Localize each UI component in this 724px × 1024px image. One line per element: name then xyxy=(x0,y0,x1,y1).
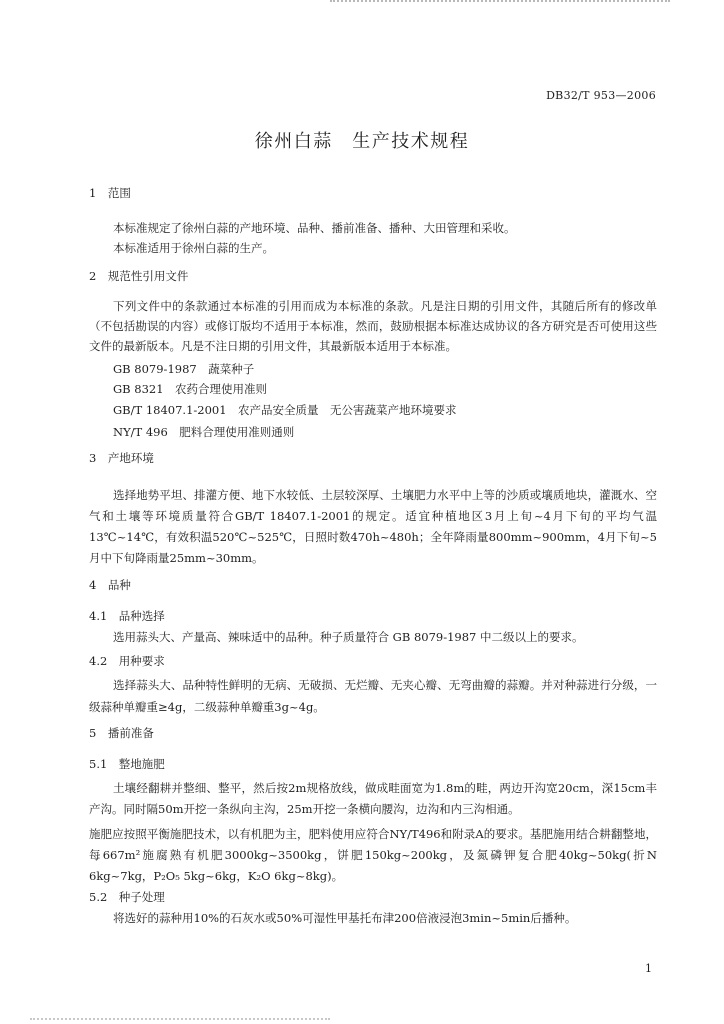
scan-artifact-top xyxy=(330,0,670,6)
reference-item: NY/T 496 肥料合理使用准则通则 xyxy=(113,425,295,439)
paragraph: 将选好的蒜种用10%的石灰水或50%可湿性甲基托布津200倍液浸泡3min~5min后播种。 xyxy=(113,911,577,925)
paragraph: 施肥应按照平衡施肥技术，以有机肥为主，肥料使用应符合NY/T496和附录A的要求。基肥施用结合耕翻整地，每667m²施腐熟有机肥3000kg~3500kg，饼肥150kg~200kg，及氮磷钾复合肥40kg~50kg(折N 6kg~7kg，P₂O₅ 5kg~6kg，K₂O 6kg~8kg)。 xyxy=(89,827,657,883)
reference-item: GB 8321 农药合理使用准则 xyxy=(113,382,268,396)
subsection-heading: 4.1 品种选择 xyxy=(89,609,165,623)
scan-artifact-bottom xyxy=(30,1014,330,1020)
document-title: 徐州白蒜 生产技术规程 xyxy=(254,131,470,152)
section-heading: 5 播前准备 xyxy=(89,726,154,740)
section-heading: 2 规范性引用文件 xyxy=(89,269,189,283)
subsection-heading: 4.2 用种要求 xyxy=(89,654,165,668)
section-heading: 3 产地环境 xyxy=(89,451,154,465)
subsection-heading: 5.1 整地施肥 xyxy=(89,757,165,771)
paragraph: 选用蒜头大、产量高、辣味适中的品种。种子质量符合 GB 8079-1987 中二级以上的要求。 xyxy=(113,630,584,644)
paragraph: 土壤经翻耕并整细、整平，然后按2m规格放线，做成畦面宽为1.8m的畦，两边开沟宽20cm，深15cm丰产沟。同时隔50m开挖一条纵向主沟，25m开挖一条横向腰沟，边沟和内三沟相通。 xyxy=(89,781,657,816)
section-heading: 4 品种 xyxy=(89,578,131,592)
standard-number: DB32/T 953—2006 xyxy=(546,89,656,102)
paragraph: 选择蒜头大、品种特性鲜明的无病、无破损、无烂瓣、无夹心瓣、无弯曲瓣的蒜瓣。并对种蒜进行分级，一级蒜种单瓣重≥4g，二级蒜种单瓣重3g~4g。 xyxy=(89,678,657,714)
paragraph: 下列文件中的条款通过本标准的引用而成为本标准的条款。凡是注日期的引用文件，其随后所有的修改单（不包括勘误的内容）或修订版均不适用于本标准，然而，鼓励根据本标准达成协议的各方研究是否可使用这些文件的最新版本。凡是不注日期的引用文件，其最新版本适用于本标准。 xyxy=(89,299,657,353)
reference-item: GB/T 18407.1-2001 农产品安全质量 无公害蔬菜产地环境要求 xyxy=(113,403,457,417)
paragraph: 本标准适用于徐州白蒜的生产。 xyxy=(113,241,274,255)
paragraph: 选择地势平坦、排灌方便、地下水较低、土层较深厚、土壤肥力水平中上等的沙质或壤质地块，灌溉水、空气和土壤等环境质量符合GB/T 18407.1-2001的规定。适宜种植地区3月上旬~4月下旬的平均气温13℃~14℃，有效积温520℃~525℃，日照时数470h~480h；全年降雨量800mm~900mm，4月下旬~5月中下旬降雨量25mm~30mm。 xyxy=(89,488,657,565)
page-number: 1 xyxy=(645,962,652,975)
paragraph: 本标准规定了徐州白蒜的产地环境、品种、播前准备、播种、大田管理和采收。 xyxy=(113,221,516,235)
subsection-heading: 5.2 种子处理 xyxy=(89,890,165,904)
section-heading: 1 范围 xyxy=(89,186,131,200)
reference-item: GB 8079-1987 蔬菜种子 xyxy=(113,362,255,376)
